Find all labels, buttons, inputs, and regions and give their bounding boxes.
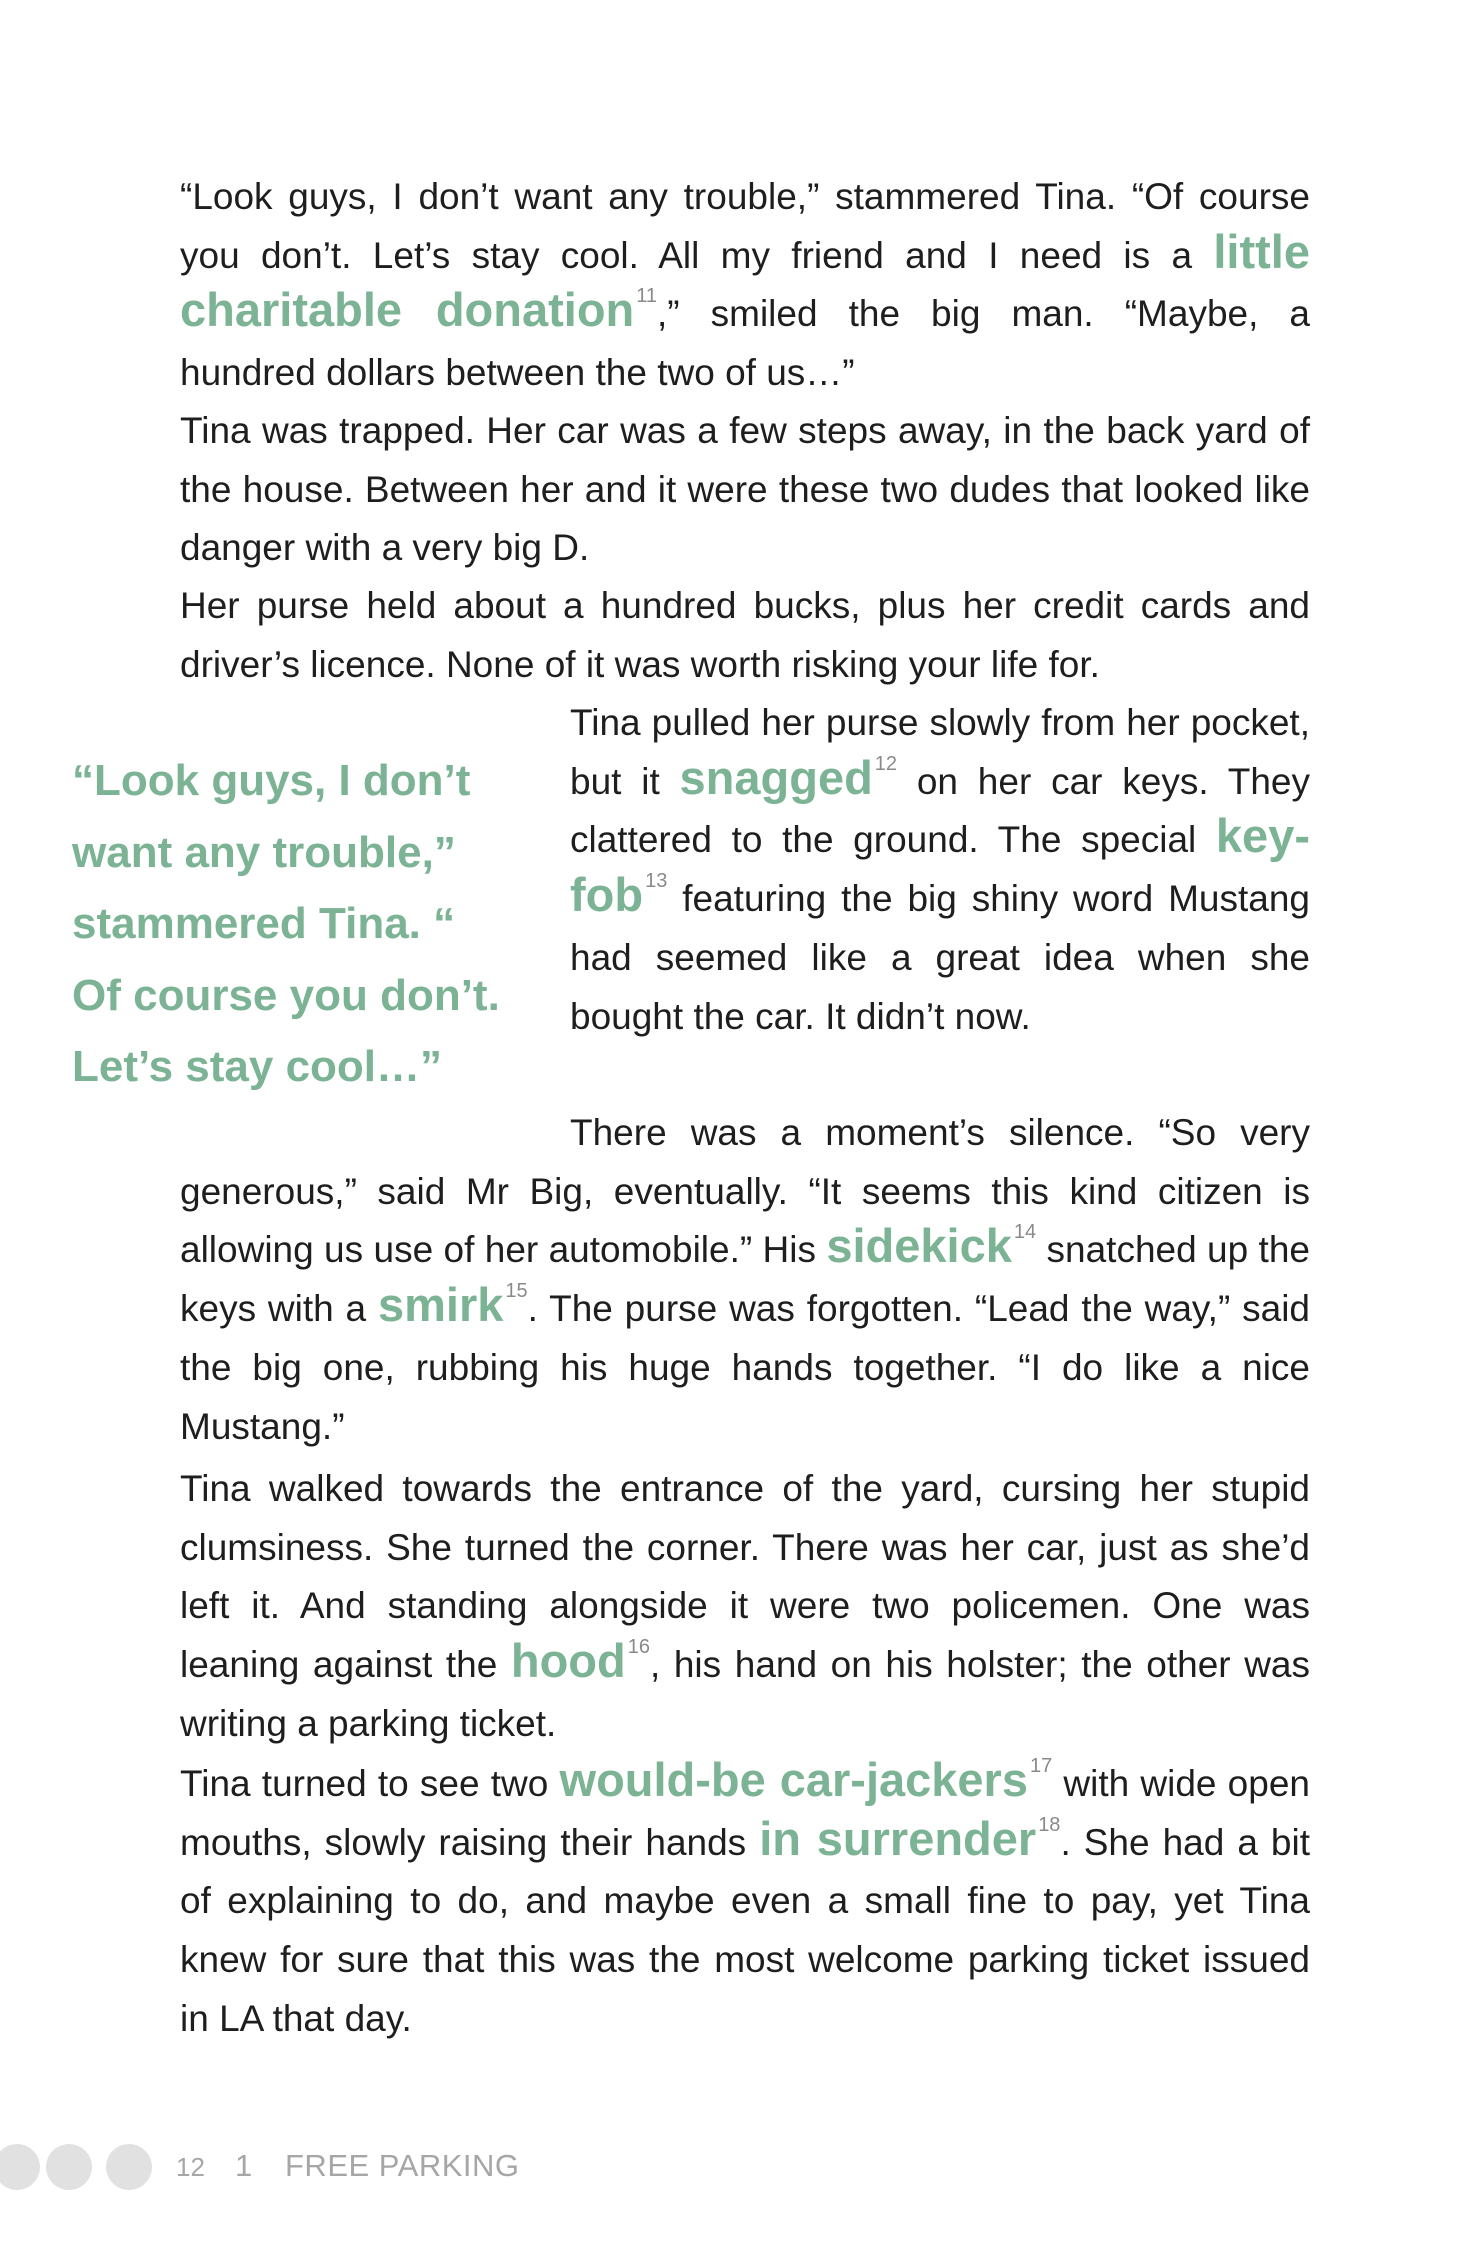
pull-quote-line: Let’s stay cool…” <box>72 1042 443 1091</box>
footnote-ref: 11 <box>636 285 658 308</box>
vocab-term-text: sidekick <box>826 1219 1012 1273</box>
paragraph-5-text-a: There was a moment’s silence. “So very generous,” said Mr Big, eventually. “It seems this kind citizen is allowing us use of her automobile.” His <box>180 1112 1310 1271</box>
paragraph-6 <box>180 1460 1310 1754</box>
page-number: 12 <box>176 2152 205 2182</box>
vocab-term-hood <box>511 1634 650 1687</box>
pull-quote-line: stammered Tina. “ <box>72 899 456 948</box>
pull-quote-line: Of course you don’t. <box>72 970 500 1020</box>
vocab-term-snagged <box>680 751 898 804</box>
pull-quote-line: “Look guys, I don’t <box>72 756 471 805</box>
paragraph-1 <box>180 168 1310 403</box>
paragraph-2: Tina was trapped. Her car was a few steps away, in the back yard of the house. Between her and it were these two dudes that looked like danger with a very big D. <box>180 410 1310 569</box>
paragraph-1-text-b: ,” smiled the big man. “Maybe, a hundred dollars between the two of us…” <box>180 293 1310 394</box>
footnote-ref: 17 <box>1029 1755 1053 1777</box>
vocab-term-text: hood <box>510 1634 626 1688</box>
vocab-term-text: smirk <box>377 1278 504 1332</box>
chapter-number: 1 <box>235 2148 253 2183</box>
pull-quote <box>72 745 542 1103</box>
vocab-term-text: little charitable donation <box>180 224 1310 337</box>
page-footer <box>0 2138 700 2196</box>
footnote-ref: 13 <box>645 870 668 893</box>
paragraph-4-text-a: Tina pulled her purse slowly from her pocket, but it <box>570 702 1310 802</box>
vocab-term-smirk <box>378 1278 528 1331</box>
footnote-ref: 16 <box>627 1636 650 1659</box>
decorative-dot-icon <box>106 2144 152 2190</box>
vocab-term-text: key-fob <box>570 809 1310 922</box>
paragraph-5-text-b: snatched up the keys with a <box>180 1229 1310 1330</box>
paragraph-4-text-b: on her car keys. They clattered to the ground. The special <box>570 760 1310 861</box>
vocab-term-text: snagged <box>679 750 873 804</box>
paragraph-7 <box>180 1755 1310 2049</box>
decorative-dot-icon <box>46 2144 92 2190</box>
paragraph-5 <box>180 1104 1310 1456</box>
paragraph-6-text-a: Tina walked towards the entrance of the yard, cursing her stupid clumsiness. She turned the corner. There was her car, just as she’d left it. And standing alongside it were two policemen. One was leaning against the <box>180 1468 1310 1686</box>
paragraph-7-text-a: Tina turned to see two <box>180 1763 560 1804</box>
pull-quote-line: want any trouble,” <box>72 827 456 877</box>
paragraph-3: Her purse held about a hundred bucks, plus her credit cards and driver’s licence. None of it was worth risking your life for. <box>180 585 1310 685</box>
vocab-term-car-jackers <box>560 1753 1053 1806</box>
vocab-term-text: in surrender <box>759 1811 1037 1865</box>
paragraph-5-text-c: . The purse was forgotten. “Lead the way,” said the big one, rubbing his huge hands together. “I do like a nice Mustang.” <box>180 1288 1310 1447</box>
paragraph-4 <box>570 694 1310 1046</box>
vocab-term-sidekick <box>826 1219 1036 1272</box>
footnote-ref: 18 <box>1038 1813 1061 1836</box>
decorative-dot-icon <box>0 2144 40 2190</box>
paragraph-1-text-a: “Look guys, I don’t want any trouble,” stammered Tina. “Of course you don’t. Let’s stay cool. All my friend and I need is a <box>180 176 1310 276</box>
paragraph-4-text-c: featuring the big shiny word Mustang had seemed like a great idea when she bought the car. It didn’t now. <box>570 878 1310 1037</box>
paragraph-7-text-b: with wide open mouths, slowly raising their hands <box>180 1763 1310 1863</box>
paragraph-6-text-b: , his hand on his holster; the other was writing a parking ticket. <box>180 1644 1310 1744</box>
chapter-title: FREE PARKING <box>285 2148 520 2183</box>
vocab-term-in-surrender <box>759 1812 1060 1865</box>
footnote-ref: 12 <box>874 752 898 775</box>
vocab-term-text: would-be car-jackers <box>559 1753 1028 1806</box>
footnote-ref: 15 <box>505 1280 528 1303</box>
paragraph-7-text-c: . She had a bit of explaining to do, and maybe even a small fine to pay, yet Tina knew for sure that this was the most welcome parking ticket issued in LA that day. <box>180 1821 1310 2039</box>
footnote-ref: 14 <box>1013 1221 1037 1244</box>
